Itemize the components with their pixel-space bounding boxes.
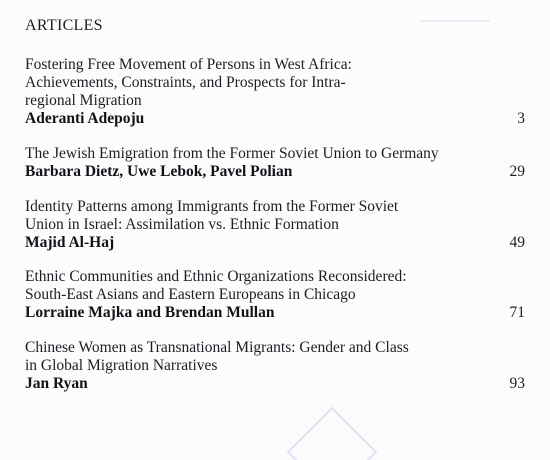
article-title: [25, 339, 525, 375]
article-authors: Majid Al-Haj: [25, 234, 115, 251]
article-authors: Jan Ryan: [25, 375, 88, 392]
article-title: [25, 56, 525, 110]
article-authors: Barbara Dietz, Uwe Lebok, Pavel Polian: [25, 163, 293, 180]
page-number: 29: [509, 163, 525, 180]
article-title-line: Ethnic Communities and Ethnic Organizations Reconsidered:: [25, 268, 407, 285]
article-title-line: Fostering Free Movement of Persons in West Africa:: [25, 56, 352, 73]
article-title-line: Achievements, Constraints, and Prospects for Intra-: [25, 74, 346, 91]
section-heading: ARTICLES: [25, 17, 103, 34]
page-number: 71: [509, 304, 525, 321]
toc-entry[interactable]: [25, 268, 525, 322]
article-title: [25, 198, 525, 234]
page-number: 3: [517, 110, 525, 127]
article-title: [25, 145, 525, 163]
article-authors: Aderanti Adepoju: [25, 110, 145, 127]
page-number: 49: [509, 234, 525, 251]
article-title-line: Chinese Women as Transnational Migrants: Gender and Class: [25, 339, 409, 356]
page-number: 93: [509, 375, 525, 392]
article-title-line: The Jewish Emigration from the Former Soviet Union to Germany: [25, 145, 439, 162]
article-title-line: regional Migration: [25, 92, 142, 109]
toc-entry[interactable]: [25, 198, 525, 252]
article-title: [25, 268, 525, 304]
bleed-through-mark: [420, 0, 490, 22]
toc-entry[interactable]: [25, 145, 525, 181]
toc-entry[interactable]: [25, 56, 525, 128]
article-authors: Lorraine Majka and Brendan Mullan: [25, 304, 275, 321]
article-title-line: Identity Patterns among Immigrants from the Former Soviet: [25, 198, 399, 215]
article-title-line: South-East Asians and Eastern Europeans in Chicago: [25, 286, 356, 303]
article-title-line: in Global Migration Narratives: [25, 357, 218, 374]
article-title-line: Union in Israel: Assimilation vs. Ethnic Formation: [25, 216, 339, 233]
toc-entry[interactable]: [25, 339, 525, 393]
bleed-through-stamp: [287, 407, 378, 460]
